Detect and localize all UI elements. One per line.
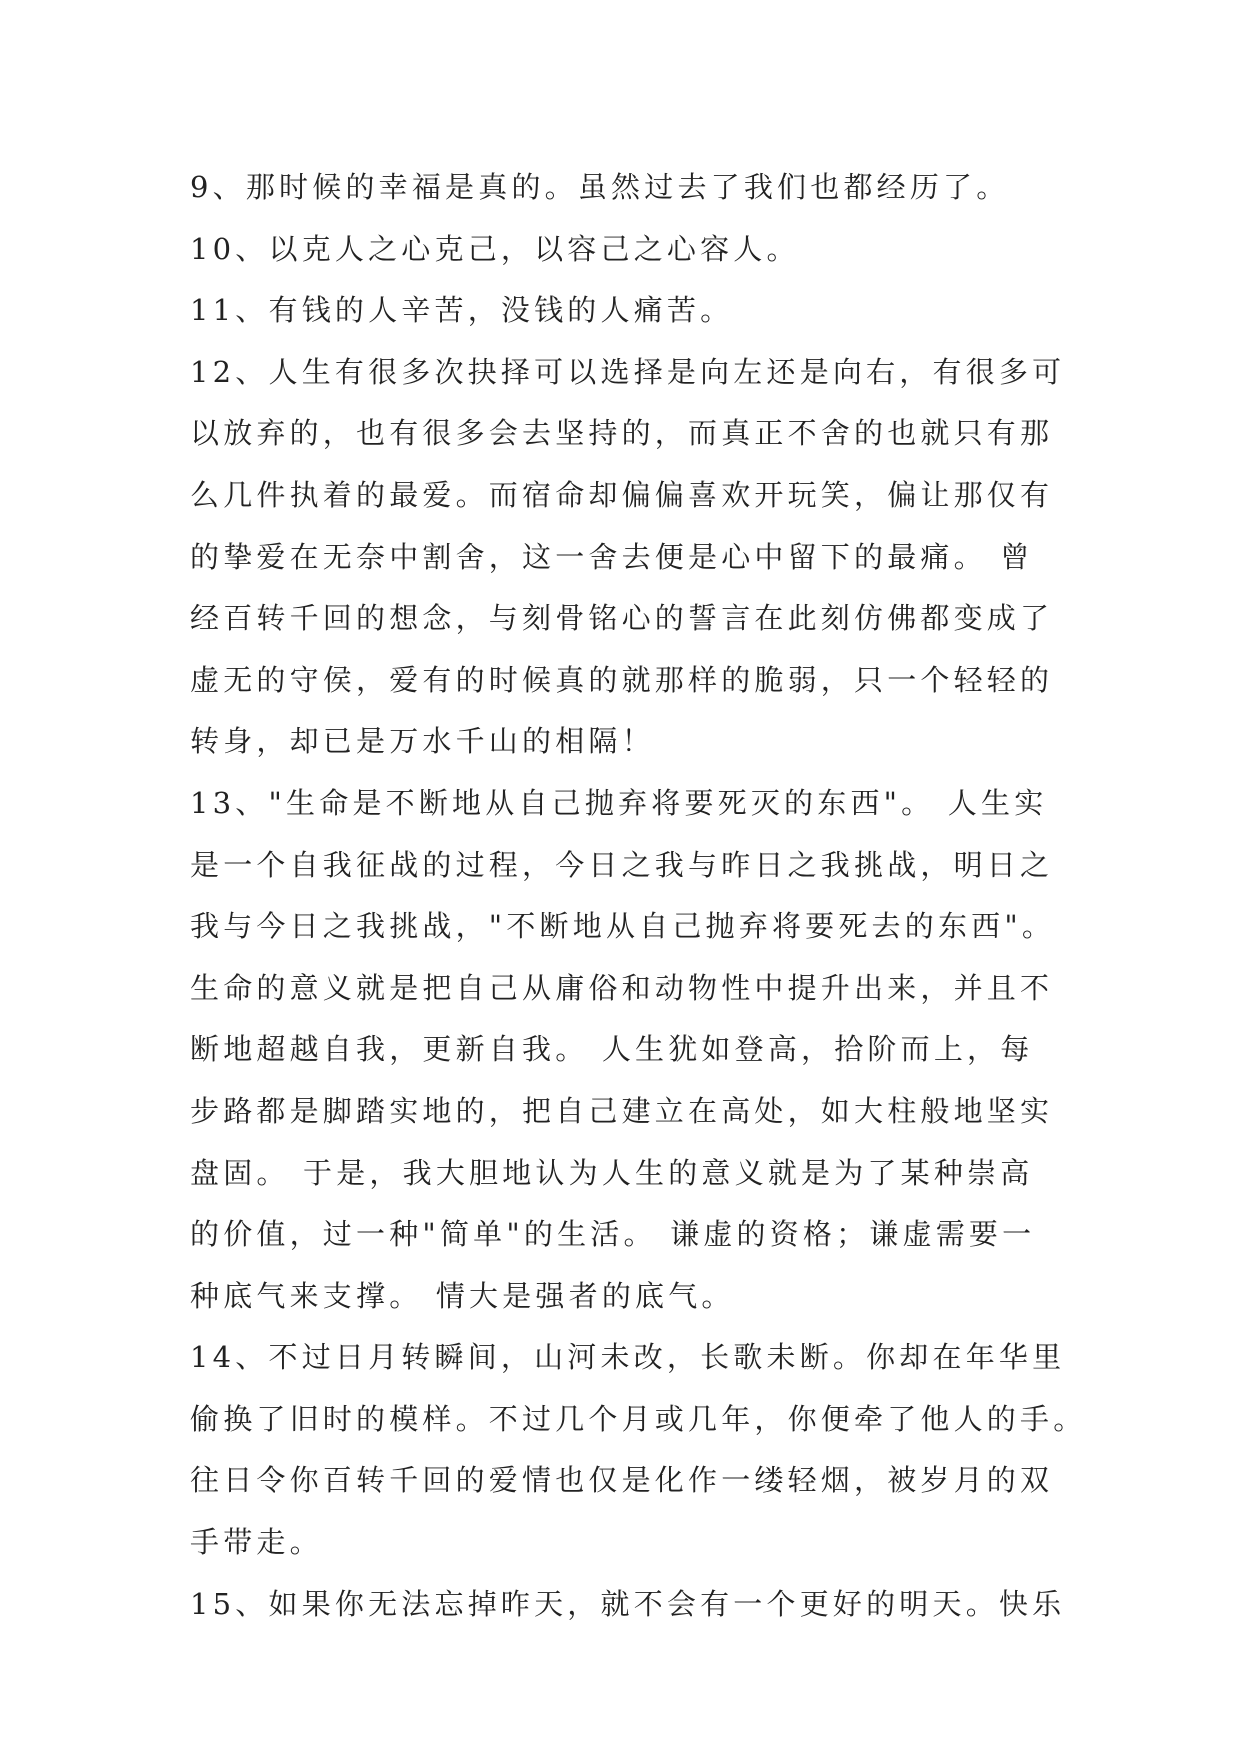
text-line: 15、如果你无法忘掉昨天，就不会有一个更好的明天。快乐 [190,1586,1066,1621]
text-line: 是一个自我征战的过程，今日之我与昨日之我挑战，明日之 [190,847,1054,882]
text-line: 断地超越自我，更新自我。 人生犹如登高，拾阶而上，每 [190,1032,1034,1067]
text-line: 虚无的守侯，爱有的时候真的就那样的脆弱，只一个轻轻的 [190,662,1054,697]
text-line: 以放弃的，也有很多会去坚持的，而真正不舍的也就只有那 [190,416,1054,451]
text-line: 14、不过日月转瞬间，山河未改，长歌未断。你却在年华里 [190,1340,1066,1375]
text-line: 12、人生有很多次抉择可以选择是向左还是向右，有很多可 [190,354,1066,389]
text-line: 步路都是脚踏实地的，把自己建立在高处，如大柱般地坚实 [190,1093,1054,1128]
text-line: 种底气来支撑。 情大是强者的底气。 [190,1278,735,1313]
text-line: 9、那时候的幸福是真的。虽然过去了我们也都经历了。 [190,170,1010,204]
text-line: 13、"生命是不断地从自己抛弃将要死灭的东西"。 人生实 [190,785,1048,820]
document-body [190,157,1087,1635]
text-line: 往日令你百转千回的爱情也仅是化作一缕轻烟，被岁月的双 [190,1463,1054,1498]
text-line: 我与今日之我挑战，"不断地从自己抛弃将要死去的东西"。 [190,909,1056,944]
text-line: 盘固。 于是，我大胆地认为人生的意义就是为了某种崇高 [190,1155,1034,1190]
text-line: 偷换了旧时的模样。不过几个月或几年，你便牵了他人的手。 [190,1401,1087,1436]
text-line: 手带走。 [190,1525,323,1560]
text-line: 的挚爱在无奈中割舍，这一舍去便是心中留下的最痛。 曾 [190,539,1034,574]
text-line: 经百转千回的想念，与刻骨铭心的誓言在此刻仿佛都变成了 [190,601,1054,636]
text-line: 转身，却已是万水千山的相隔！ [190,724,655,759]
text-line: 的价值，过一种"简单"的生活。 谦虚的资格；谦虚需要一 [190,1217,1036,1252]
text-line: 11、有钱的人辛苦，没钱的人痛苦。 [190,293,734,328]
text-line: 么几件执着的最爱。而宿命却偏偏喜欢开玩笑，偏让那仅有 [190,477,1054,512]
text-line: 10、以克人之心克己，以容己之心容人。 [190,231,800,266]
text-line: 生命的意义就是把自己从庸俗和动物性中提升出来，并且不 [190,970,1054,1005]
